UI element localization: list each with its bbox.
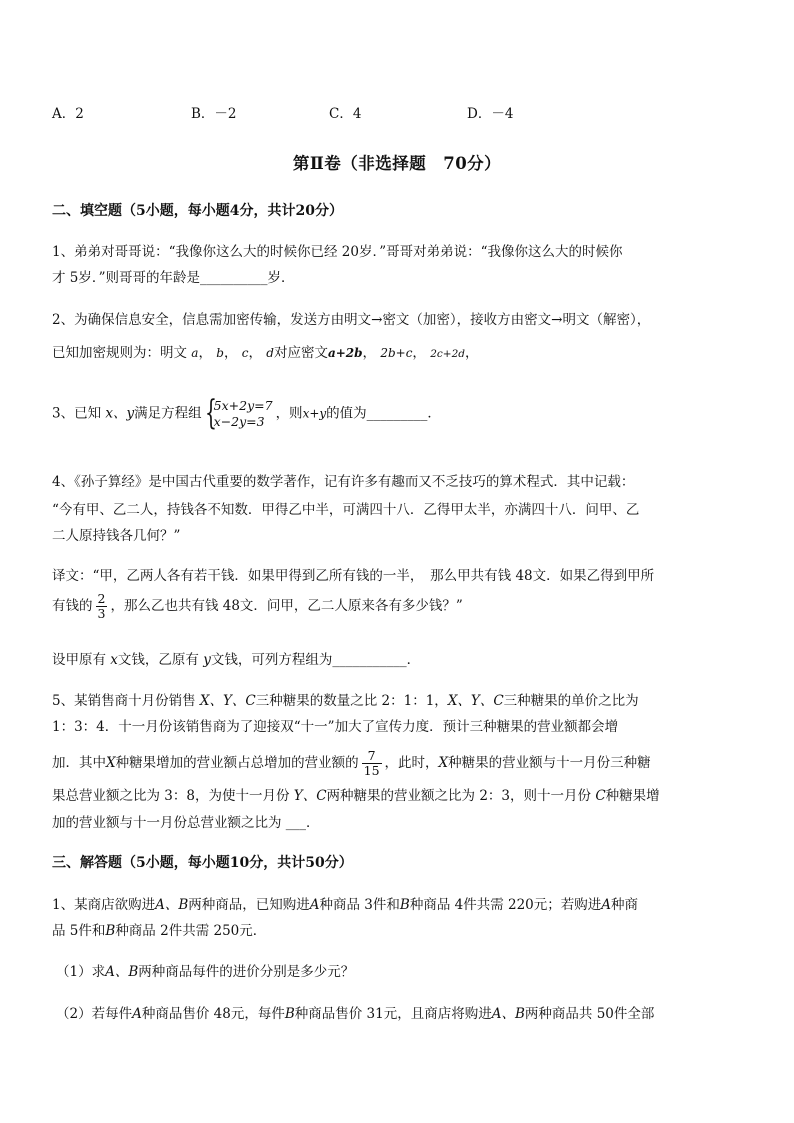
q3-expr: x+y — [302, 406, 327, 421]
brace-icon: { — [204, 393, 217, 433]
q3-suffix: 的值为_________． — [326, 405, 441, 422]
s1-part1-prefix: （1）求 — [56, 964, 106, 980]
s1-var-b-1: B — [399, 897, 410, 913]
q2-var-d: d — [266, 346, 274, 360]
q3-xy: x、y — [105, 405, 135, 422]
q5-line3-prefix: 加．其中 — [52, 755, 106, 771]
q3-mid: 满足方程组 — [134, 405, 202, 422]
q2-comma-2: ， — [223, 345, 238, 361]
q5-fraction — [362, 749, 382, 778]
s1-var-b-3: B — [284, 1006, 295, 1022]
s1-line1-mid2: 种商品 3件和 — [319, 897, 400, 913]
option-c: C．4 — [329, 106, 362, 122]
q4-line5-prefix: 有钱的 — [52, 598, 93, 614]
q5-line1-end: 三种糖果的单价之比为 — [503, 693, 639, 709]
q4-line4: 译文：“甲，乙两人各有若干钱．如果甲得到乙所有钱的一半， 那么甲共有钱 48文．如果乙得到甲所 — [52, 568, 655, 584]
part2-title: 第Ⅱ卷（非选择题 70分） — [292, 154, 502, 173]
q5-var-yc: Y、C — [293, 788, 327, 804]
q5-line3-mid2: ，此时， — [384, 755, 439, 771]
q2-comma-6: ， — [464, 345, 479, 361]
s1-part2-mid: 种商品售价 48元，每件 — [141, 1006, 285, 1022]
q2-line1: 2、为确保信息安全，信息需加密传输，发送方由明文→密文（加密），接收方由密文→明文（解密）， — [52, 312, 651, 328]
q5-line2: 1：3：4．十一月份该销售商为了迎接双“十一”加大了宣传力度．预计三种糖果的营业额都会增 — [52, 719, 619, 735]
q5-line3-mid: 种糖果增加的营业额占总增加的营业额的 — [115, 755, 359, 771]
q5-frac-den: 15 — [363, 763, 380, 778]
q4-var-y: y — [203, 652, 211, 668]
s1-line1-mid: 两种商品，已知购进 — [188, 897, 310, 913]
q3-eq2: x−2y=3 — [213, 414, 265, 429]
s1-var-ab-2: A、B — [105, 964, 139, 980]
q4-frac-den: 3 — [97, 606, 106, 621]
q4-line2: “今有甲、乙二人，持钱各不知数．甲得乙中半，可满四十八．乙得甲太半，亦满四十八．问甲、乙 — [52, 502, 640, 518]
option-d: D．－4 — [467, 106, 514, 122]
q5-line3-suffix: 种糖果的营业额与十一月份三种糖 — [448, 755, 651, 771]
s1-part2-prefix: （2）若每件 — [56, 1006, 133, 1022]
q3-eq1: 5x+2y=7 — [213, 398, 273, 413]
q5-line4-prefix: 果总营业额之比为 3：8，为使十一月份 — [52, 788, 290, 804]
q3-prefix: 3、已知 — [52, 405, 102, 422]
q5-line4-suffix: 种糖果增 — [605, 788, 660, 804]
s1-var-ab-1: A、B — [155, 897, 189, 913]
s1-var-b-2: B — [105, 923, 116, 939]
q4-line1: 4、《孙子算经》是中国古代重要的数学著作，记有许多有趣而又不乏技巧的算术程式．其中记载： — [52, 474, 635, 490]
q2-line2 — [52, 343, 478, 364]
q2-comma-4: ， — [362, 345, 377, 361]
q4-var-x: x — [110, 652, 118, 668]
q5-var-x-2: X — [438, 755, 449, 771]
section2-header: 二、填空题（5小题，每小题4分，共计20分） — [52, 203, 343, 219]
q4-line6-mid: 文钱，乙原有 — [117, 652, 199, 668]
q5-frac-num: 7 — [362, 749, 382, 764]
q5-xyz-1: X、Y、C — [199, 693, 256, 709]
section3-header: 三、解答题（5小题，每小题10分，共计50分） — [52, 855, 353, 871]
q5-line5: 加的营业额与十一月份总营业额之比为 ___． — [52, 815, 320, 831]
s1-var-a-2: A — [601, 897, 612, 913]
q5-line4-mid: 两种糖果的营业额之比为 2：3，则十一月份 — [326, 788, 592, 804]
q1-line2: 才 5岁．”则哥哥的年龄是__________岁． — [52, 270, 295, 286]
q3-line — [52, 393, 441, 433]
s1-var-a-3: A — [132, 1006, 142, 1022]
q2-comma-3: ， — [248, 345, 262, 361]
q5-line4 — [52, 786, 660, 806]
q5-xyz-2: X、Y、C — [447, 693, 504, 709]
s1-part2-mid2: 种商品售价 31元，且商店将购进 — [294, 1006, 492, 1022]
q5-var-c: C — [595, 788, 606, 804]
q4-line6-suffix: 文钱，可列方程组为___________． — [210, 652, 421, 668]
option-a: A．2 — [52, 106, 84, 122]
s1-part1 — [56, 962, 354, 982]
q4-fraction — [96, 592, 108, 621]
q4-frac-num: 2 — [97, 591, 106, 606]
s1-line1-suffix: 种商 — [611, 897, 639, 913]
q2-comma-5: ， — [412, 345, 426, 361]
s1-part2-suffix: 两种商品共 50件全部 — [524, 1006, 655, 1022]
q5-line1-prefix: 5、某销售商十月份销售 — [52, 693, 196, 709]
q4-line5-suffix: ，那么乙也共有钱 48文．问甲，乙二人原来各有多少钱？” — [110, 598, 463, 614]
s1-line1-mid3: 种商品 4件共需 220元；若购进 — [409, 897, 602, 913]
q2-expr-1: a+2b — [327, 346, 363, 360]
s1-line1-prefix: 1、某商店欲购进 — [52, 897, 156, 913]
q4-line6 — [52, 650, 420, 670]
q2-expr-3: 2c+2d — [430, 348, 465, 360]
q5-line1-suffix: 三种糖果的数量之比 2：1：1， — [255, 693, 448, 709]
q3-mid2: ，则 — [275, 405, 303, 422]
q4-line5 — [52, 592, 463, 621]
q5-line1 — [52, 691, 639, 711]
option-b: B．－2 — [191, 106, 237, 122]
q2-var-b: b — [216, 346, 224, 360]
q2-comma-1: ， — [198, 345, 212, 361]
s1-part1-suffix: 两种商品每件的进价分别是多少元？ — [138, 964, 355, 980]
s1-line2-prefix: 品 5件和 — [52, 923, 106, 939]
s1-var-a-1: A — [309, 897, 320, 913]
s1-line2 — [52, 921, 266, 941]
q2-mid: 对应密文 — [273, 345, 328, 361]
q1-line1: 1、弟弟对哥哥说：“我像你这么大的时候你已经 20岁．”哥哥对弟弟说：“我像你这么大的时候你 — [52, 244, 623, 260]
s1-line1 — [52, 895, 638, 915]
s1-part2 — [56, 1004, 654, 1024]
s1-line2-suffix: 种商品 2件共需 250元． — [115, 923, 267, 939]
s1-var-ab-3: A、B — [491, 1006, 525, 1022]
q2-var-c: c — [241, 346, 249, 360]
q5-var-x-1: X — [106, 755, 116, 771]
q2-expr-2: 2b+c — [380, 346, 413, 360]
q4-line6-prefix: 设甲原有 — [52, 652, 106, 668]
q2-prefix: 已知加密规则为：明文 — [52, 345, 187, 361]
q4-line3: 二人原持钱各几何？” — [52, 528, 181, 544]
q2-var-a: a — [191, 346, 199, 360]
q5-line3 — [52, 749, 651, 778]
q3-equation-system — [204, 393, 273, 433]
